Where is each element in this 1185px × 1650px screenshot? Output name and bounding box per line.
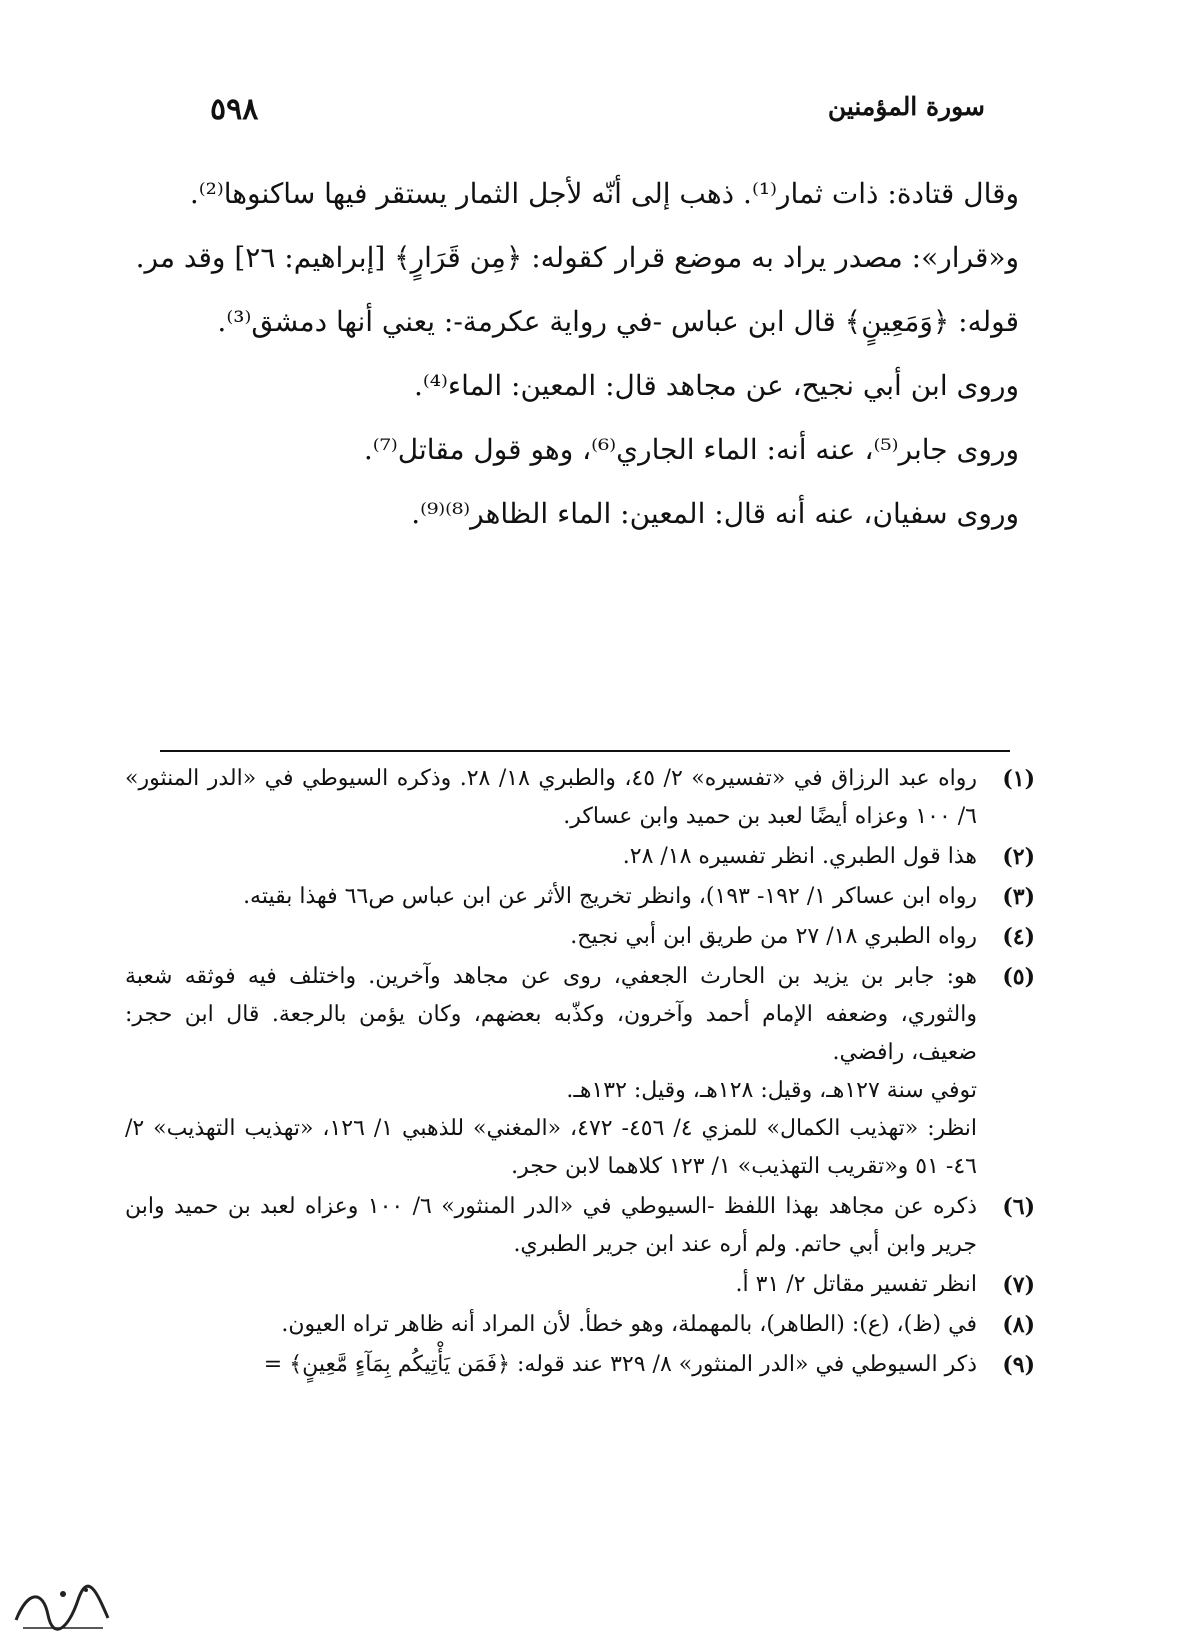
footnote-number: (٦) [1002, 1194, 1035, 1220]
footnote-2 [125, 838, 1035, 876]
page-number: ٥٩٨ [210, 92, 259, 127]
footnote-number: (٩) [1002, 1352, 1035, 1378]
surah-title: سورة المؤمنين [827, 92, 985, 121]
paragraph-ibn-abi-najih: وروى ابن أبي نجيح، عن مجاهد قال: المعين: الماء⁽⁴⁾. [414, 369, 1019, 402]
paragraph-qatada: وقال قتادة: ذات ثمار⁽¹⁾. ذهب إلى أنّه لأجل الثمار يستقر فيها ساكنوها⁽²⁾. [189, 177, 1019, 210]
footnote-text: انظر: «تهذيب الكمال» للمزي ٤/ ٤٥٦- ٤٧٢، «المغني» للذهبي ١/ ١٢٦، «تهذيب التهذيب» ٢/ ٤٦- ٥١ و«تقريب التهذيب» ١/ ١٢٣ كلاهما لابن حجر. [125, 1116, 978, 1179]
footnote-text: هو: جابر بن يزيد بن الحارث الجعفي، روى عن مجاهد وآخرين. واختلف فيه فوثقه شعبة والثوري، وضعفه الإمام أحمد وآخرون، وكذّبه بعضهم، وكان يؤمن بالرجعة. قال ابن حجر: ضعيف، رافضي. [125, 964, 977, 1065]
footnote-divider [160, 750, 1010, 752]
footnote-text: هذا قول الطبري. انظر تفسيره ١٨/ ٢٨. [622, 844, 977, 869]
page-header [160, 92, 1025, 142]
paragraph-qarar: و«قرار»: مصدر يراد به موضع قرار كقوله: ﴿مِن قَرَارٍ﴾ [إبراهيم: ٢٦] وقد مر. [135, 241, 1019, 274]
footnote-7 [125, 1266, 1035, 1304]
footnote-text: رواه عبد الرزاق في «تفسيره» ٢/ ٤٥، والطبري ١٨/ ٢٨. وذكره السيوطي في «الدر المنثور» ٦/ ١٠٠ وعزاه أيضًا لعبد بن حميد وابن عساكر. [125, 766, 978, 829]
paragraph-jabir: وروى جابر⁽⁵⁾، عنه أنه: الماء الجاري⁽⁶⁾، وهو قول مقاتل⁽⁷⁾. [363, 433, 1019, 466]
footnote-4 [125, 918, 1035, 956]
footnote-number: (٨) [1002, 1312, 1035, 1338]
footnote-text: رواه الطبري ١٨/ ٢٧ من طريق ابن أبي نجيح. [570, 924, 977, 949]
footnote-number: (١) [1002, 766, 1035, 792]
footnote-text: توفي سنة ١٢٧هـ، وقيل: ١٢٨هـ، وقيل: ١٣٢هـ. [566, 1078, 977, 1103]
paragraph-sufyan: وروى سفيان، عنه أنه قال: المعين: الماء الظاهر⁽⁸⁾⁽⁹⁾. [411, 497, 1019, 530]
footnotes [125, 760, 1035, 1386]
footnote-number: (٥) [1002, 964, 1035, 990]
footnote-6 [125, 1188, 1035, 1264]
footnote-text: انظر تفسير مقاتل ٢/ ٣١ أ. [735, 1272, 977, 1297]
library-seal-logo [8, 1580, 118, 1640]
footnote-3 [125, 878, 1035, 916]
footnote-number: (٧) [1002, 1272, 1035, 1298]
footnote-9 [125, 1346, 1035, 1384]
main-text [120, 165, 1055, 549]
footnote-1 [125, 760, 1035, 836]
footnote-number: (٣) [1002, 884, 1035, 910]
footnote-number: (٢) [1002, 844, 1035, 870]
footnote-number: (٤) [1002, 924, 1035, 950]
footnote-5 [125, 958, 1035, 1186]
footnote-text: ذكر السيوطي في «الدر المنثور» ٨/ ٣٢٩ عند قوله: ﴿فَمَن يَأْتِيكُم بِمَآءٍ مَّعِينٍ﴾ = [263, 1352, 977, 1377]
footnote-text: في (ظ)، (ع): (الطاهر)، بالمهملة، وهو خطأ. لأن المراد أنه ظاهر تراه العيون. [281, 1312, 977, 1337]
paragraph-maeen: قوله: ﴿وَمَعِينٍ﴾ قال ابن عباس -في رواية عكرمة-: يعني أنها دمشق⁽³⁾. [217, 305, 1019, 338]
footnote-text: رواه ابن عساكر ١/ ١٩٢- ١٩٣)، وانظر تخريج الأثر عن ابن عباس ص٦٦ فهذا بقيته. [243, 884, 977, 909]
footnote-8 [125, 1306, 1035, 1344]
footnote-text: ذكره عن مجاهد بهذا اللفظ -السيوطي في «الدر المنثور» ٦/ ١٠٠ وعزاه لعبد بن حميد وابن جرير وابن أبي حاتم. ولم أره عند ابن جرير الطبري. [125, 1194, 977, 1257]
